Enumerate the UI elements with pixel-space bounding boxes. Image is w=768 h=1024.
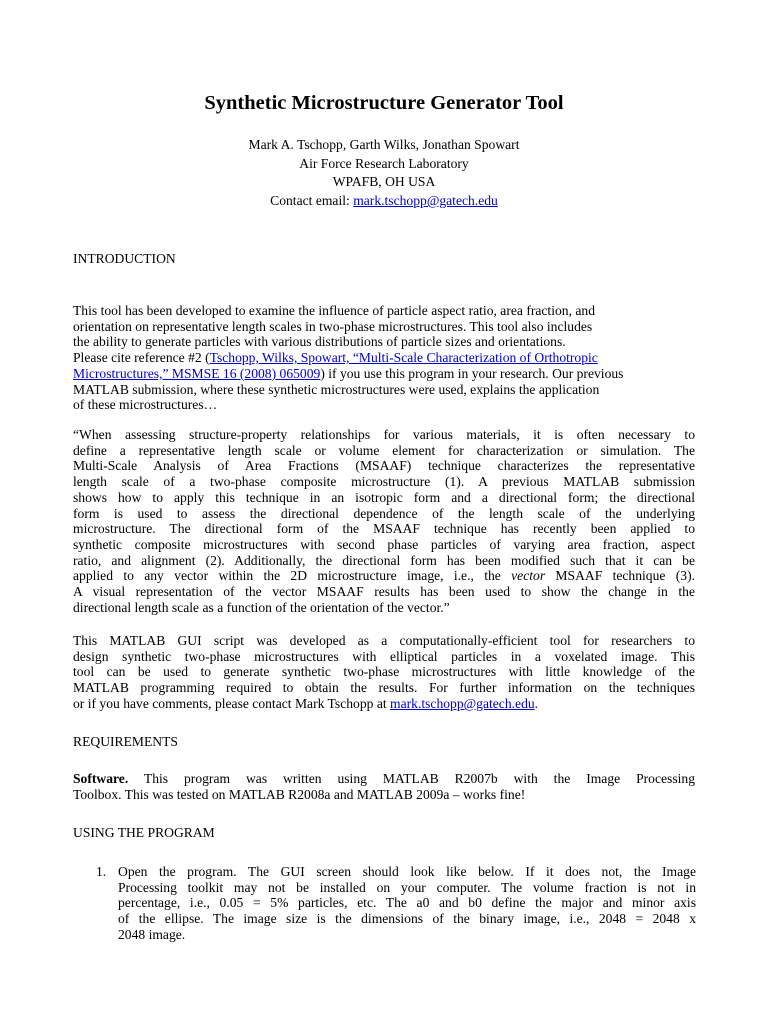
paragraph-line: tool can be used to generate synthetic two-phase microstructures with little knowledge of the [73,664,695,680]
intro-line: of these microstructures… [73,397,218,413]
quote-line: Multi-Scale Analysis of Area Fractions (MSAAF) technique characterizes the representative [73,458,695,474]
intro-paragraph [73,303,695,413]
paragraph-line: This MATLAB GUI script was developed as a computationally-efficient tool for researchers to [73,633,695,648]
intro-line: This tool has been developed to examine the influence of particle aspect ratio, area fraction, and [73,303,596,318]
list-line: of the ellipse. The image size is the dimensions of the binary image, i.e., 2048 = 2048 x [118,911,696,927]
list-line: Processing toolkit may not be installed on your computer. The volume fraction is not in [118,879,696,895]
contact-email-link-body[interactable]: mark.tschopp@gatech.edu [390,695,535,711]
location: WPAFB, OH USA [332,174,436,190]
quote-line: microstructure. The directional form of the MSAAF technique has recently been applied to [73,521,695,537]
quote-line: shows how to apply this technique in an isotropic form and a directional form; the directional [73,489,695,505]
list-line: Open the program. The GUI screen should look like below. If it does not, the Image [118,864,696,879]
paragraph-line: design synthetic two-phase microstructures with elliptical particles in a voxelated image. This [73,648,695,664]
quote-line: length scale of a two-phase composite microstructure (1). A previous MATLAB submission [73,474,695,490]
contact-line [0,192,768,211]
page-title: Synthetic Microstructure Generator Tool [204,92,564,114]
matlab-gui-paragraph [73,633,695,712]
paragraph-line [73,771,695,787]
cite-suffix: ) if you use this program in your research. Our previous [320,365,624,381]
intro-line: MATLAB submission, where these synthetic microstructures were used, explains the application [73,381,600,397]
quote-line [73,568,695,584]
quote-line: “When assessing structure-property relationships for various materials, it is often necessary to [73,427,695,442]
intro-line: the ability to generate particles with various distributions of particle sizes and orientations. [73,334,566,350]
italic-vector: vector [511,568,546,584]
list-line: percentage, i.e., 0.05 = 5% particles, etc. The a0 and b0 define the major and minor axis [118,895,696,911]
quote-text: applied to any vector within the 2D microstructure image, i.e., the [73,568,512,584]
quote-line: ratio, and alignment (2). Additionally, the directional form has been modified such that it can be [73,552,695,568]
citation-link[interactable]: Tschopp, Wilks, Spowart, “Multi-Scale Characterization of Orthotropic [209,350,598,366]
software-paragraph [73,771,695,802]
using-heading: USING THE PROGRAM [73,825,215,840]
author-names: Mark A. Tschopp, Garth Wilks, Jonathan Spowart [248,137,520,152]
intro-line [73,366,695,382]
list-number: 1. [96,864,107,879]
requirements-heading: REQUIREMENTS [73,734,178,749]
software-label: Software. [73,771,129,786]
quote-line: directional length scale as a function of the orientation of the vector.” [73,599,450,615]
introduction-heading: INTRODUCTION [73,251,176,266]
affiliation: Air Force Research Laboratory [299,155,469,171]
citation-link-continued[interactable]: Microstructures,” MSMSE 16 (2008) 065009 [73,365,321,381]
list-item [96,864,696,943]
contact-text: or if you have comments, please contact Mark Tschopp at [73,695,391,711]
contact-email-link[interactable]: mark.tschopp@gatech.edu [353,193,498,209]
paragraph-line: MATLAB programming required to obtain the results. For further information on the techniques [73,680,695,696]
list-line: 2048 image. [118,926,186,942]
quote-line: define a representative length scale or volume element for characterization or simulation. The [73,442,695,458]
intro-line [73,350,695,366]
cite-prefix: Please cite reference #2 ( [73,350,210,366]
paragraph-line: Toolbox. This was tested on MATLAB R2008a and MATLAB 2009a – works fine! [73,786,526,802]
quote-line: synthetic composite microstructures with second phase particles of varying area fraction, aspect [73,536,695,552]
intro-line: orientation on representative length scales in two-phase microstructures. This tool also includes [73,318,593,334]
quote-line: form is used to assess the directional dependence of the length scale of the underlying [73,505,695,521]
list-item-body [118,864,696,943]
period: . [534,695,539,711]
quote-line: A visual representation of the vector MSAAF results has been used to show the change in the [73,584,695,600]
paragraph-line [73,696,695,712]
contact-label: Contact email: [270,193,354,209]
software-text: This program was written using MATLAB R2007b with the Image Processing [128,771,695,786]
author-block [0,136,768,211]
quote-text: MSAAF technique (3). [545,568,695,584]
quote-paragraph [73,427,695,615]
